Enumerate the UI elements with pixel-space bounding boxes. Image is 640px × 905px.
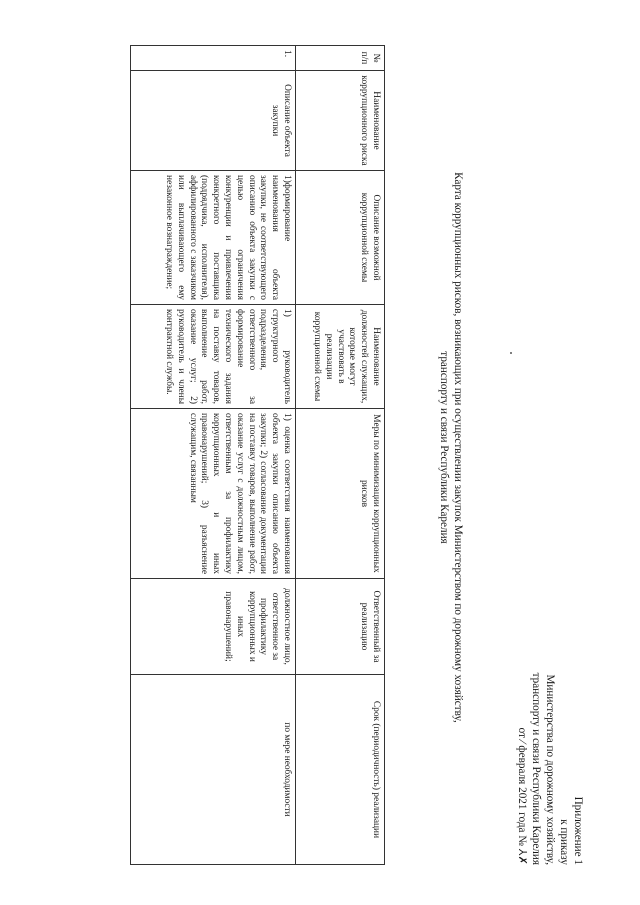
table-header-row [296,46,385,865]
cell-risk: Описание объекта закупки [131,71,296,171]
cell-measures: 1) оценка соответствия наименования объекта закупки описанию объекта закупки; 2) согласование документации на поставку товаров, выполнение работ, оказание услуг с должностным лицом, ответственным за профилактику коррупционных и иных правонарушений; 3) разъяснение служащим, связанным [131,409,296,579]
approval-line: Приложение 1 [572,796,584,865]
cell-positions: 1) руководитель структурного подразделения, ответственного за формирование технического задания на поставку товаров, выполнение работ, оказание услуг; 2) руководитель и члены контрактной службы. [131,305,296,409]
approval-line: от ⁄ февраля 2021 года № ⅄✗ [516,727,528,865]
cell-term: по мере необходимости [131,675,296,865]
header-num: № п/п [296,46,385,71]
approval-line: к приказу [558,819,570,865]
header-positions: Наименование должностей служащих, которые могут участвовать в реализации коррупционной схемы [296,305,385,409]
corruption-risk-table [130,45,385,865]
approval-stamp-block [515,673,585,865]
table-row [131,46,296,865]
header-term: Срок (периодичность) реализации [296,675,385,865]
approval-line: Министерства по дорожному хозяйству, [544,674,556,865]
header-measures: Меры по минимизации коррупционных рисков [296,409,385,579]
header-responsible: Ответственный за реализацию [296,579,385,675]
document-title: Карта коррупционных рисков, возникающих при осуществлении закупок Министерством по дорожному хозяйству, транспорту и связи Республики Карелия [438,172,464,723]
cell-scheme: 1)формирование наименования объекта закупки, не соответствующего описанию объекта закупки с целью ограничения конкуренции и привлечения конкретного поставщика (подрядчика, исполнителя), аффилированного с заказчиком или выплачивающего ему незаконное вознаграждение; [131,171,296,305]
header-scheme: Описание возможной коррупционной схемы [296,171,385,305]
scan-speck [510,352,512,354]
approval-line: транспорту и связи Республики Карелия [530,672,542,865]
header-risk: Наименование коррупционного риска [296,71,385,171]
cell-num: 1. [131,46,296,71]
cell-responsible: должностное лицо, ответственное за профилактику коррупционных и иных правонарушений; [131,579,296,675]
